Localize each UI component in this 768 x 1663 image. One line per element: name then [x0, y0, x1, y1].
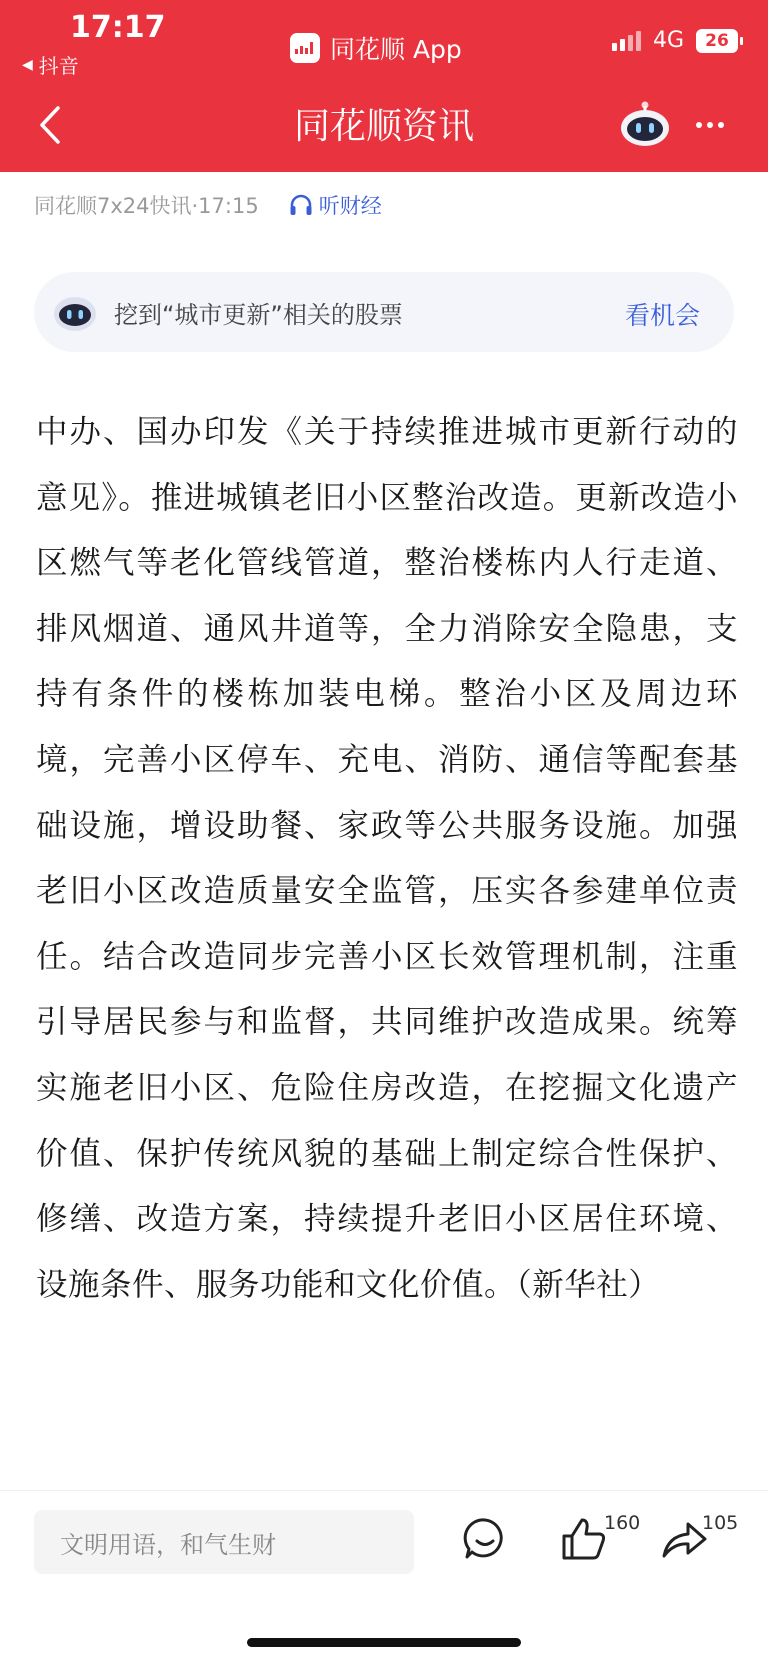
listen-label: 听财经	[318, 194, 382, 218]
signal-icon	[612, 31, 641, 51]
source-time: 同花顺7x24快讯·17:15	[34, 194, 259, 218]
battery-icon	[696, 29, 738, 53]
ai-banner-link[interactable]: 看机会	[624, 301, 700, 330]
ai-stock-banner[interactable]	[34, 272, 734, 352]
more-icon[interactable]	[690, 110, 730, 140]
network-type: 4G	[652, 28, 684, 53]
article-meta	[34, 190, 382, 220]
comment-icon	[462, 1516, 508, 1562]
comment-button[interactable]	[462, 1516, 522, 1572]
status-time: 17:17	[70, 10, 166, 45]
app-indicator	[290, 30, 462, 66]
ai-banner-text: 挖到“城市更新”相关的股票	[114, 300, 403, 329]
robot-icon	[52, 290, 98, 334]
app-logo-icon	[290, 33, 320, 63]
back-button[interactable]	[30, 100, 70, 150]
headphones-icon	[289, 194, 313, 216]
home-indicator[interactable]	[247, 1638, 521, 1647]
bottom-divider	[0, 1490, 768, 1491]
status-indicators	[612, 28, 738, 53]
comment-input[interactable]	[34, 1510, 414, 1574]
robot-icon	[618, 100, 672, 148]
like-icon	[560, 1516, 608, 1562]
share-count: 105	[702, 1512, 739, 1534]
ai-assistant-button[interactable]	[618, 100, 672, 148]
back-to-app-link[interactable]	[22, 50, 79, 79]
back-triangle-icon: ◀	[22, 56, 33, 73]
page-title: 同花顺资讯	[293, 106, 474, 147]
listen-button[interactable]	[289, 190, 382, 220]
app-name: 同花顺 App	[330, 35, 462, 64]
like-count: 160	[604, 1512, 641, 1534]
comment-placeholder: 文明用语，和气生财	[60, 1530, 276, 1559]
back-app-label: 抖音	[38, 54, 79, 78]
battery-level: 26	[705, 30, 729, 51]
back-arrow-icon	[38, 105, 62, 145]
share-icon	[660, 1516, 708, 1562]
app-header	[0, 0, 768, 172]
article-body: 中办、国办印发《关于持续推进城市更新行动的意见》。推进城镇老旧小区整治改造。更新改造小区燃气等老化管线管道，整治楼栋内人行走道、排风烟道、通风井道等，全力消除安全隐患，支持有条件的楼栋加装电梯。整治小区及周边环境，完善小区停车、充电、消防、通信等配套基础设施，增设助餐、家政等公共服务设施。加强老旧小区改造质量安全监管，压实各参建单位责任。结合改造同步完善小区长效管理机制，注重引导居民参与和监督，共同维护改造成果。统筹实施老旧小区、危险住房改造，在挖掘文化遗产价值、保护传统风貌的基础上制定综合性保护、修缮、改造方案，持续提升老旧小区居住环境、设施条件、服务功能和文化价值。（新华社）	[36, 414, 738, 1303]
